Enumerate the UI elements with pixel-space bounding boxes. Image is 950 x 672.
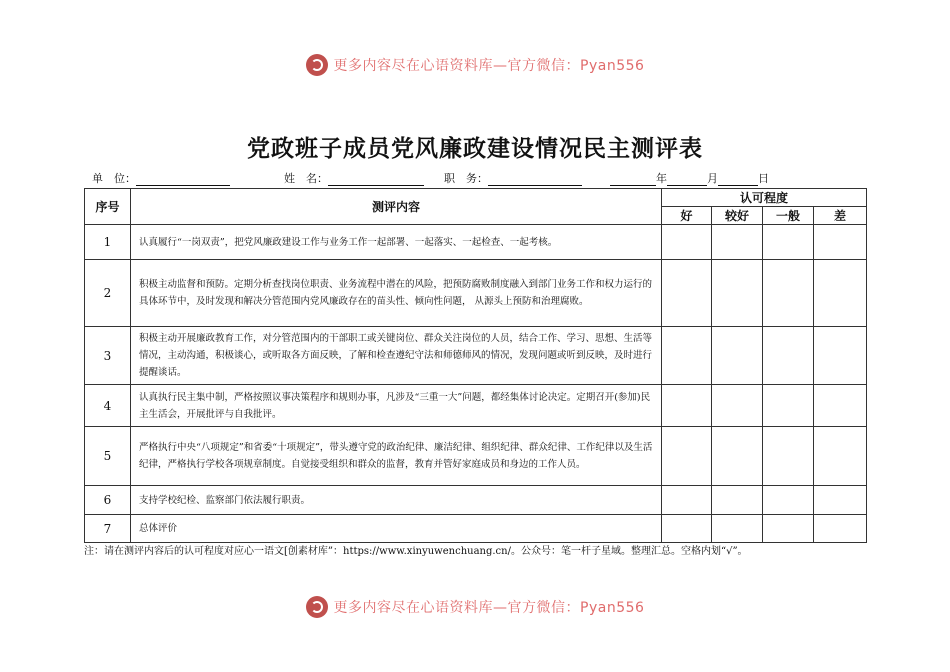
check-cell-good[interactable] — [662, 225, 712, 260]
year-label: 年 — [656, 172, 667, 185]
page-title: 党政班子成员党风廉政建设情况民主测评表 — [247, 136, 703, 162]
table-row — [85, 515, 867, 543]
check-cell-good[interactable] — [662, 385, 712, 427]
unit-blank — [136, 174, 230, 186]
watermark-banner-bottom — [0, 594, 950, 620]
row-index: 2 — [85, 260, 131, 327]
unit-label: 单 位： — [92, 172, 136, 185]
row-index: 7 — [85, 515, 131, 543]
level-average: 一般 — [763, 207, 814, 225]
check-cell-average[interactable] — [763, 486, 814, 515]
check-cell-good[interactable] — [662, 427, 712, 486]
duty-label: 职 务： — [444, 172, 488, 185]
row-index: 1 — [85, 225, 131, 260]
check-cell-poor[interactable] — [814, 260, 867, 327]
check-cell-fairly-good[interactable] — [712, 327, 763, 385]
header-content: 测评内容 — [131, 189, 662, 225]
check-cell-fairly-good[interactable] — [712, 427, 763, 486]
table-row — [85, 486, 867, 515]
table-row — [85, 327, 867, 385]
level-fairly-good: 较好 — [712, 207, 763, 225]
check-cell-good[interactable] — [662, 260, 712, 327]
check-cell-average[interactable] — [763, 427, 814, 486]
month-blank — [667, 174, 707, 186]
row-content: 支持学校纪检、监察部门依法履行职责。 — [131, 486, 662, 515]
date-field — [610, 170, 769, 186]
table-row — [85, 225, 867, 260]
info-line — [92, 170, 872, 186]
check-cell-fairly-good[interactable] — [712, 260, 763, 327]
row-index: 5 — [85, 427, 131, 486]
duty-field — [444, 170, 582, 186]
check-cell-poor[interactable] — [814, 327, 867, 385]
level-poor: 差 — [814, 207, 867, 225]
watermark-text: 更多内容尽在心语资料库—官方微信：Pyan556 — [333, 600, 645, 616]
table-row — [85, 260, 867, 327]
name-label: 姓 名： — [284, 172, 328, 185]
duty-blank — [488, 174, 582, 186]
table-row — [85, 427, 867, 486]
check-cell-poor[interactable] — [814, 385, 867, 427]
check-cell-poor[interactable] — [814, 486, 867, 515]
check-cell-average[interactable] — [763, 327, 814, 385]
watermark-banner-top — [0, 52, 950, 78]
row-content: 严格执行中央“八项规定”和省委“十项规定”，带头遵守党的政治纪律、廉洁纪律、组织纪律、群众纪律、工作纪律以及生活纪律，严格执行学校各项规章制度。自觉接受组织和群众的监督，教育并管好家庭成员和身边的工作人员。 — [131, 427, 662, 486]
check-cell-poor[interactable] — [814, 427, 867, 486]
row-content: 总体评价 — [131, 515, 662, 543]
check-cell-good[interactable] — [662, 486, 712, 515]
name-blank — [328, 174, 424, 186]
row-content: 积极主动开展廉政教育工作，对分管范围内的干部职工或关键岗位、群众关注岗位的人员，结合工作、学习、思想、生活等情况，主动沟通，积极谈心，或听取各方面反映，了解和检查遵纪守法和师德师风的情况，发现问题或听到反映，及时进行提醒谈话。 — [131, 327, 662, 385]
row-index: 6 — [85, 486, 131, 515]
row-index: 4 — [85, 385, 131, 427]
brand-logo-icon — [306, 54, 328, 76]
evaluation-table — [84, 188, 867, 543]
row-index: 3 — [85, 327, 131, 385]
check-cell-average[interactable] — [763, 385, 814, 427]
check-cell-poor[interactable] — [814, 515, 867, 543]
row-content: 认真履行“一岗双责”，把党风廉政建设工作与业务工作一起部署、一起落实、一起检查、一起考核。 — [131, 225, 662, 260]
day-blank — [718, 174, 758, 186]
name-field — [284, 170, 424, 186]
brand-logo-icon — [306, 596, 328, 618]
row-content: 积极主动监督和预防。定期分析查找岗位职责、业务流程中潜在的风险，把预防腐败制度融入到部门业务工作和权力运行的具体环节中，及时发现和解决分管范围内党风廉政存在的苗头性、倾向性问题， 从源头上预防和治理腐败。 — [131, 260, 662, 327]
check-cell-average[interactable] — [763, 225, 814, 260]
footnote: 注：请在测评内容后的认可程度对应心一语文[创素材库”：https://www.xinyuwenchuang.cn/。公众号：笔一杆子星域。整理汇总。空格内划“√”。 — [84, 546, 748, 557]
table-row — [85, 385, 867, 427]
unit-field — [92, 170, 230, 186]
check-cell-good[interactable] — [662, 515, 712, 543]
check-cell-fairly-good[interactable] — [712, 486, 763, 515]
header-approval: 认可程度 — [662, 189, 867, 207]
check-cell-fairly-good[interactable] — [712, 225, 763, 260]
row-content: 认真执行民主集中制，严格按照议事决策程序和规则办事，凡涉及“三重一大”问题，都经集体讨论决定。定期召开(参加)民主生活会，开展批评与自我批评。 — [131, 385, 662, 427]
check-cell-poor[interactable] — [814, 225, 867, 260]
check-cell-average[interactable] — [763, 515, 814, 543]
month-label: 月 — [707, 172, 718, 185]
watermark-text: 更多内容尽在心语资料库—官方微信：Pyan556 — [333, 58, 645, 74]
check-cell-fairly-good[interactable] — [712, 515, 763, 543]
header-index: 序号 — [85, 189, 131, 225]
check-cell-average[interactable] — [763, 260, 814, 327]
year-blank — [610, 174, 656, 186]
day-label: 日 — [758, 172, 769, 185]
check-cell-fairly-good[interactable] — [712, 385, 763, 427]
check-cell-good[interactable] — [662, 327, 712, 385]
level-good: 好 — [662, 207, 712, 225]
